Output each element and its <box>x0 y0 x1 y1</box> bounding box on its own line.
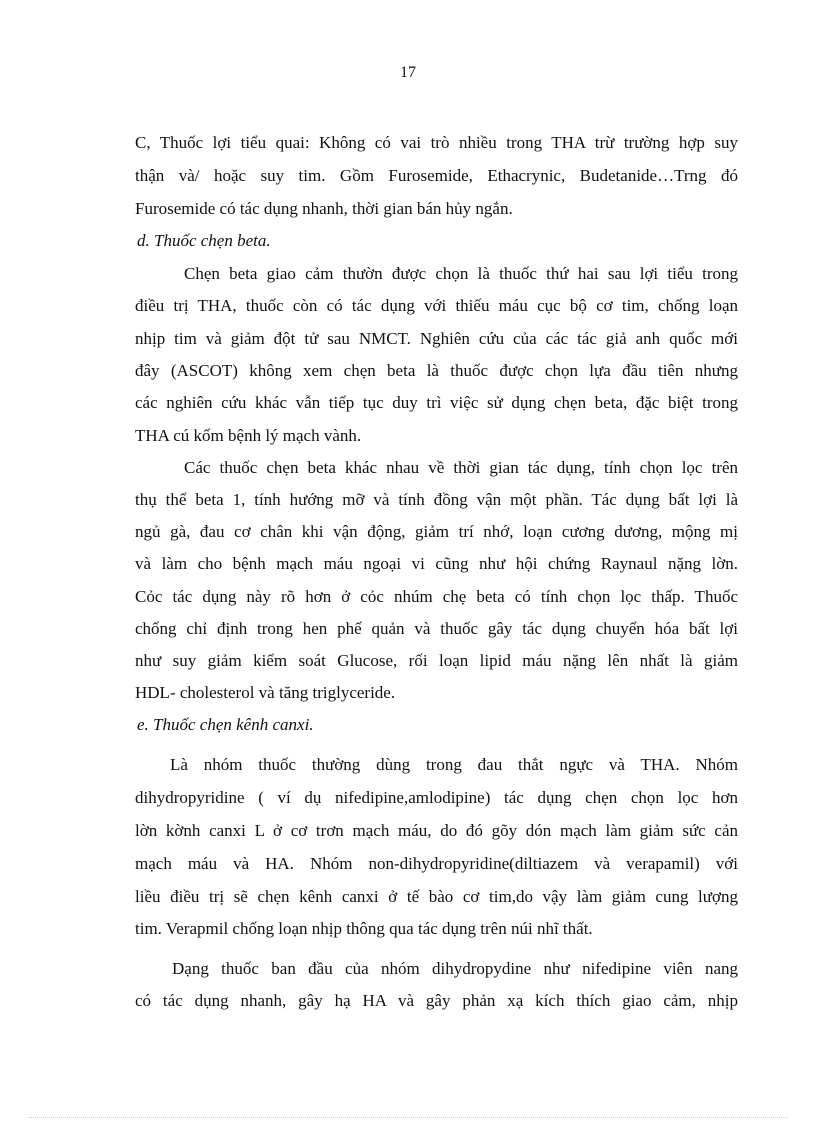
section-heading-d: d. Thuốc chẹn beta. <box>137 231 271 250</box>
text-line: Cỏc tác dụng này rõ hơn ở cỏc nhúm chẹ beta có tính chọn lọc thấp. Thuốc <box>135 587 738 606</box>
text-line: nhịp tim và giảm đột tử sau NMCT. Nghiên cứu của các tác giả anh quốc mới <box>135 329 738 348</box>
text-line: C, Thuốc lợi tiểu quai: Không có vai trò nhiều trong THA trừ trường hợp suy <box>135 133 738 152</box>
text-line: điều trị THA, thuốc còn có tác dụng với thiếu máu cục bộ cơ tim, chống loạn <box>135 296 738 315</box>
text-line: thụ thể beta 1, tính hướng mỡ và tính đồng vận một phần. Tác dụng bất lợi là <box>135 490 738 509</box>
text-line: ngủ gà, đau cơ chân khi vận động, giảm trí nhớ, loạn cương dương, mộng mị <box>135 522 738 541</box>
text-line: dihydropyridine ( ví dụ nifedipine,amlodipine) tác dụng chẹn chọn lọc hơn <box>135 788 738 807</box>
text-line: HDL- cholesterol và tăng triglyceride. <box>135 683 396 702</box>
text-line: các nghiên cứu khác vẫn tiếp tục duy trì việc sử dụng chẹn beta, đặc biệt trong <box>135 393 738 412</box>
text-line: đây (ASCOT) không xem chẹn beta là thuốc được chọn lựa đầu tiên nhưng <box>135 361 738 380</box>
text-line: thận và/ hoặc suy tim. Gồm Furosemide, Ethacrynic, Budetanide…Trng đó <box>135 166 738 185</box>
text-line: Các thuốc chẹn beta khác nhau về thời gian tác dụng, tính chọn lọc trên <box>184 458 738 477</box>
text-line: lờn kờnh canxi L ở cơ trơn mạch máu, do đó gõy dón mạch làm giảm sức cản <box>135 821 738 840</box>
text-line: tim. Verapmil chống loạn nhịp thông qua tác dụng trên núi nhĩ thất. <box>135 919 593 938</box>
text-line: như suy giảm kiểm soát Glucose, rối loạn lipid máu nặng lên nhất là giảm <box>135 651 738 670</box>
text-line: và làm cho bệnh mạch máu ngoại vi cũng như hội chứng Raynaul nặng lờn. <box>135 554 738 573</box>
text-line: có tác dụng nhanh, gây hạ HA và gây phản xạ kích thích giao cảm, nhịp <box>135 991 738 1010</box>
text-line: chống chỉ định trong hen phế quản và thuốc gây tác dụng chuyển hóa bất lợi <box>135 619 738 638</box>
text-line: Chẹn beta giao cảm thườn được chọn là thuốc thứ hai sau lợi tiểu trong <box>184 264 738 283</box>
text-line: THA cú kốm bệnh lý mạch vành. <box>135 426 362 445</box>
text-line: mạch máu và HA. Nhóm non-dihydropyridine(diltiazem và verapamil) với <box>135 854 738 873</box>
text-line: liều điều trị sẽ chẹn kênh canxi ở tế bào cơ tim,do vậy làm giảm cung lượng <box>135 887 738 906</box>
page-number: 17 <box>400 64 416 81</box>
text-line: Là nhóm thuốc thường dùng trong đau thắt ngực và THA. Nhóm <box>170 755 738 774</box>
section-heading-e: e. Thuốc chẹn kênh canxi. <box>137 715 314 734</box>
text-line: Dạng thuốc ban đầu của nhóm dihydropydine như nifedipine viên nang <box>172 959 738 978</box>
text-line: Furosemide có tác dụng nhanh, thời gian bán hủy ngắn. <box>135 199 513 218</box>
page-footer-rule <box>28 1117 788 1118</box>
